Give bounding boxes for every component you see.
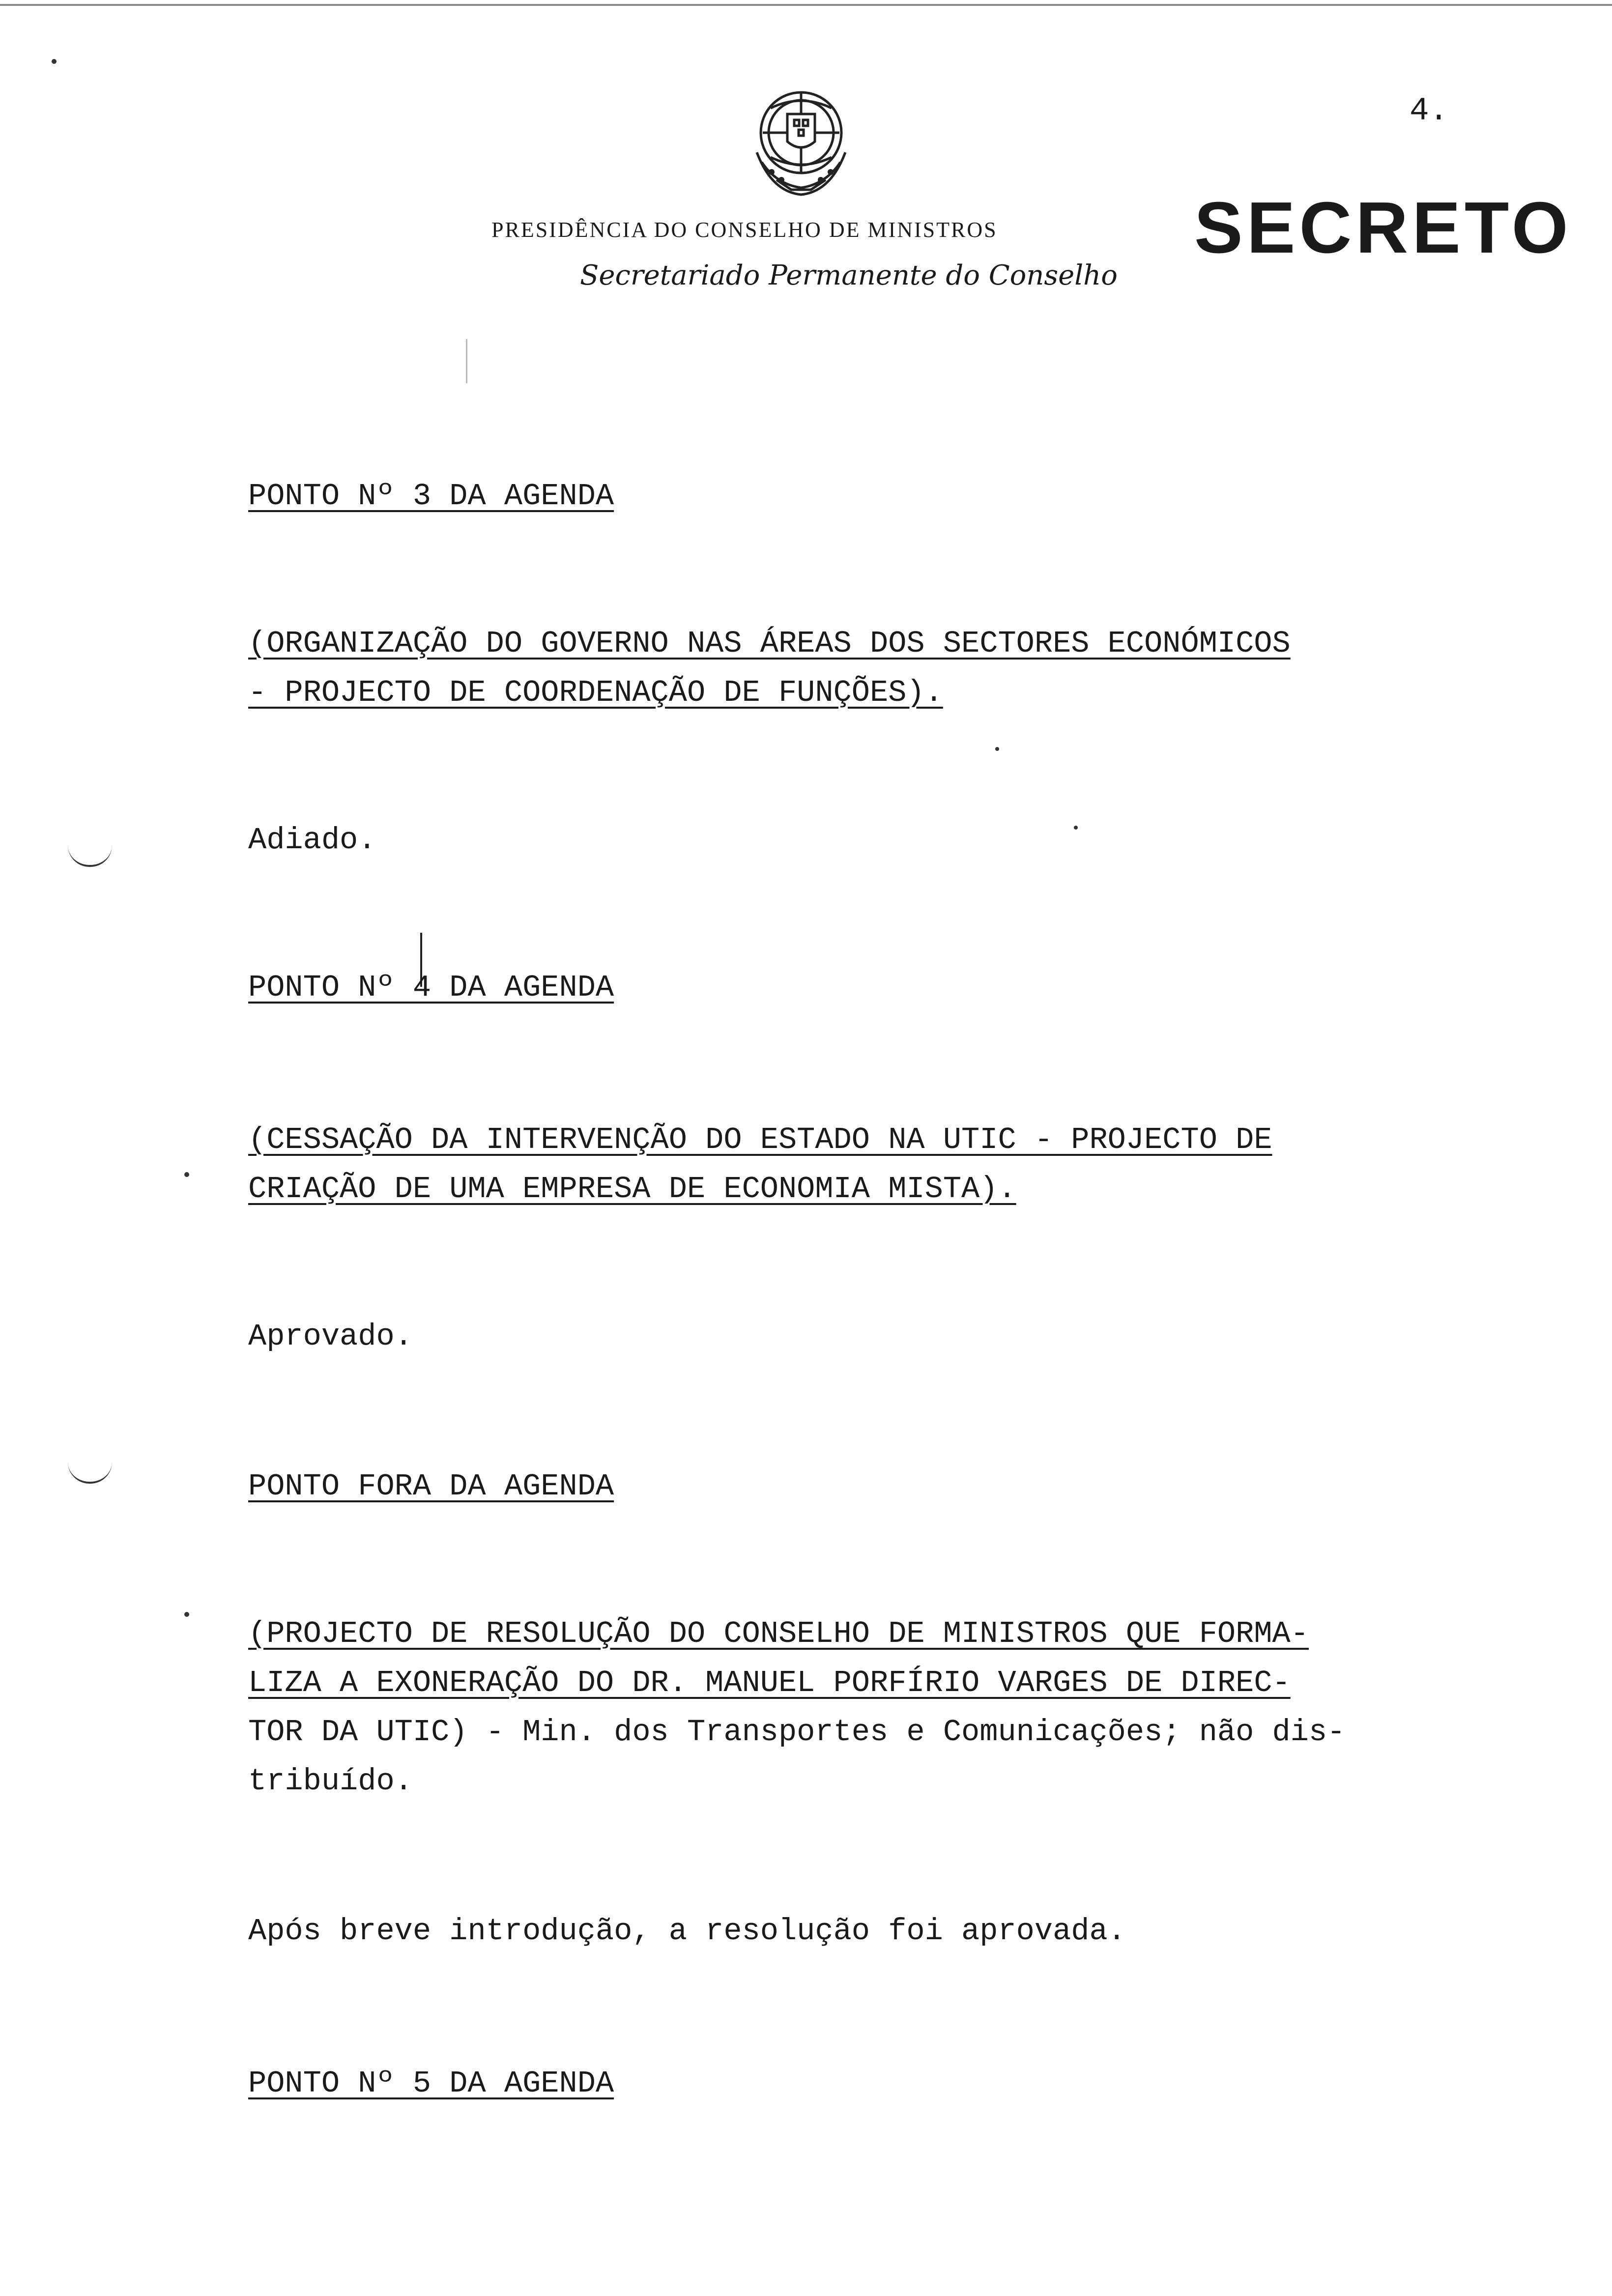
title-line: (ORGANIZAÇÃO DO GOVERNO NAS ÁREAS DOS SECTORES ECONÓMICOS (248, 626, 1291, 661)
section-title-ponto-3 (248, 619, 1457, 718)
coat-of-arms-icon (742, 79, 860, 206)
decision-fora: Após breve introdução, a resolução foi aprovada. (248, 1914, 1126, 1949)
title-line-text: CRIAÇÃO DE UMA EMPRESA DE ECONOMIA MISTA). (248, 1172, 1016, 1206)
section-title-ponto-4 (248, 1116, 1457, 1214)
top-border-rule (0, 4, 1612, 6)
title-line (248, 1165, 1457, 1214)
section-heading-ponto-3: PONTO Nº 3 DA AGENDA (248, 479, 614, 514)
section-heading-fora: PONTO FORA DA AGENDA (248, 1469, 614, 1504)
scan-speck (995, 747, 999, 751)
scan-speck (52, 59, 57, 64)
title-line: TOR DA UTIC) - Min. dos Transportes e Comunicações; não dis- (248, 1715, 1346, 1750)
secretariat-subtitle: Secretariado Permanente do Conselho (580, 259, 1118, 291)
title-line: LIZA A EXONERAÇÃO DO DR. MANUEL PORFÍRIO VARGES DE DIREC- (248, 1665, 1291, 1700)
classification-stamp: SECRETO (1194, 187, 1572, 268)
scan-artifact-line (466, 339, 467, 383)
section-heading-ponto-4: PONTO Nº 4 DA AGENDA (248, 970, 614, 1005)
margin-punch-mark (68, 1462, 112, 1484)
section-title-fora (248, 1609, 1457, 1806)
margin-punch-mark (68, 845, 112, 867)
institution-name: PRESIDÊNCIA DO CONSELHO DE MINISTROS (491, 218, 998, 242)
decision-ponto-4: Aprovado. (248, 1319, 413, 1354)
page-number: 4. (1410, 92, 1449, 129)
decision-ponto-3: Adiado. (248, 823, 376, 858)
title-line: (CESSAÇÃO DA INTERVENÇÃO DO ESTADO NA UTIC - PROJECTO DE (248, 1122, 1272, 1157)
title-line (248, 668, 1457, 718)
title-line: (PROJECTO DE RESOLUÇÃO DO CONSELHO DE MINISTROS QUE FORMA- (248, 1616, 1309, 1651)
title-line-text: - PROJECTO DE COORDENAÇÃO DE FUNÇÕES). (248, 675, 943, 710)
section-heading-ponto-5: PONTO Nº 5 DA AGENDA (248, 2066, 614, 2101)
scan-speck (184, 1612, 189, 1617)
title-line: tribuído. (248, 1764, 413, 1799)
scan-speck (184, 1172, 189, 1177)
